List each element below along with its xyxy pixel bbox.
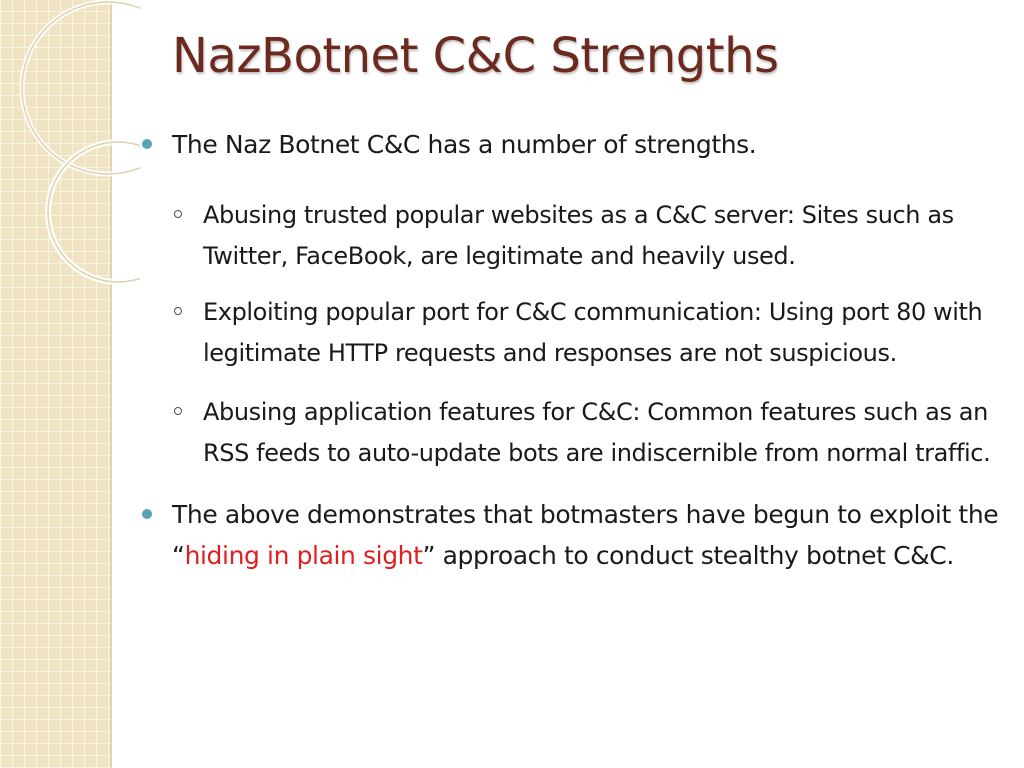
- highlighted-phrase: hiding in plain sight: [184, 541, 423, 570]
- bullet-item-2: [138, 494, 1018, 576]
- sub-bullet-text: Abusing application features for C&C: Common features such as an RSS feeds to auto-update bots are indiscernible from normal traffic.: [203, 398, 991, 467]
- sub-bullet-text: Exploiting popular port for C&C communication: Using port 80 with legitimate HTTP requests and responses are not suspicious.: [203, 298, 983, 367]
- sub-bullet-ring-icon: [174, 407, 182, 415]
- sub-bullet-ring-icon: [174, 307, 182, 315]
- bullet-text: [172, 494, 1018, 576]
- ring-decoration: [0, 0, 140, 300]
- slide-title: NazBotnet C&C Strengths: [172, 28, 779, 84]
- sub-bullet-item-1: [138, 195, 1018, 277]
- bullet-dot-icon: [142, 509, 152, 519]
- sub-bullet-ring-icon: [174, 210, 182, 218]
- bullet-item-1: [138, 124, 1018, 165]
- sub-bullet-item-3: [138, 392, 1018, 474]
- bullet-text-after: ” approach to conduct stealthy botnet C&C.: [422, 541, 954, 570]
- bullet-text: The Naz Botnet C&C has a number of strengths.: [172, 130, 757, 159]
- slide-body: [138, 124, 1018, 576]
- sub-bullet-item-2: [138, 292, 1018, 374]
- sub-bullet-text: Abusing trusted popular websites as a C&C server: Sites such as Twitter, FaceBook, are legitimate and heavily used.: [203, 201, 954, 270]
- bullet-text-before: The above demonstrates that botmasters have begun to exploit the “: [172, 500, 999, 570]
- bullet-dot-icon: [142, 139, 152, 149]
